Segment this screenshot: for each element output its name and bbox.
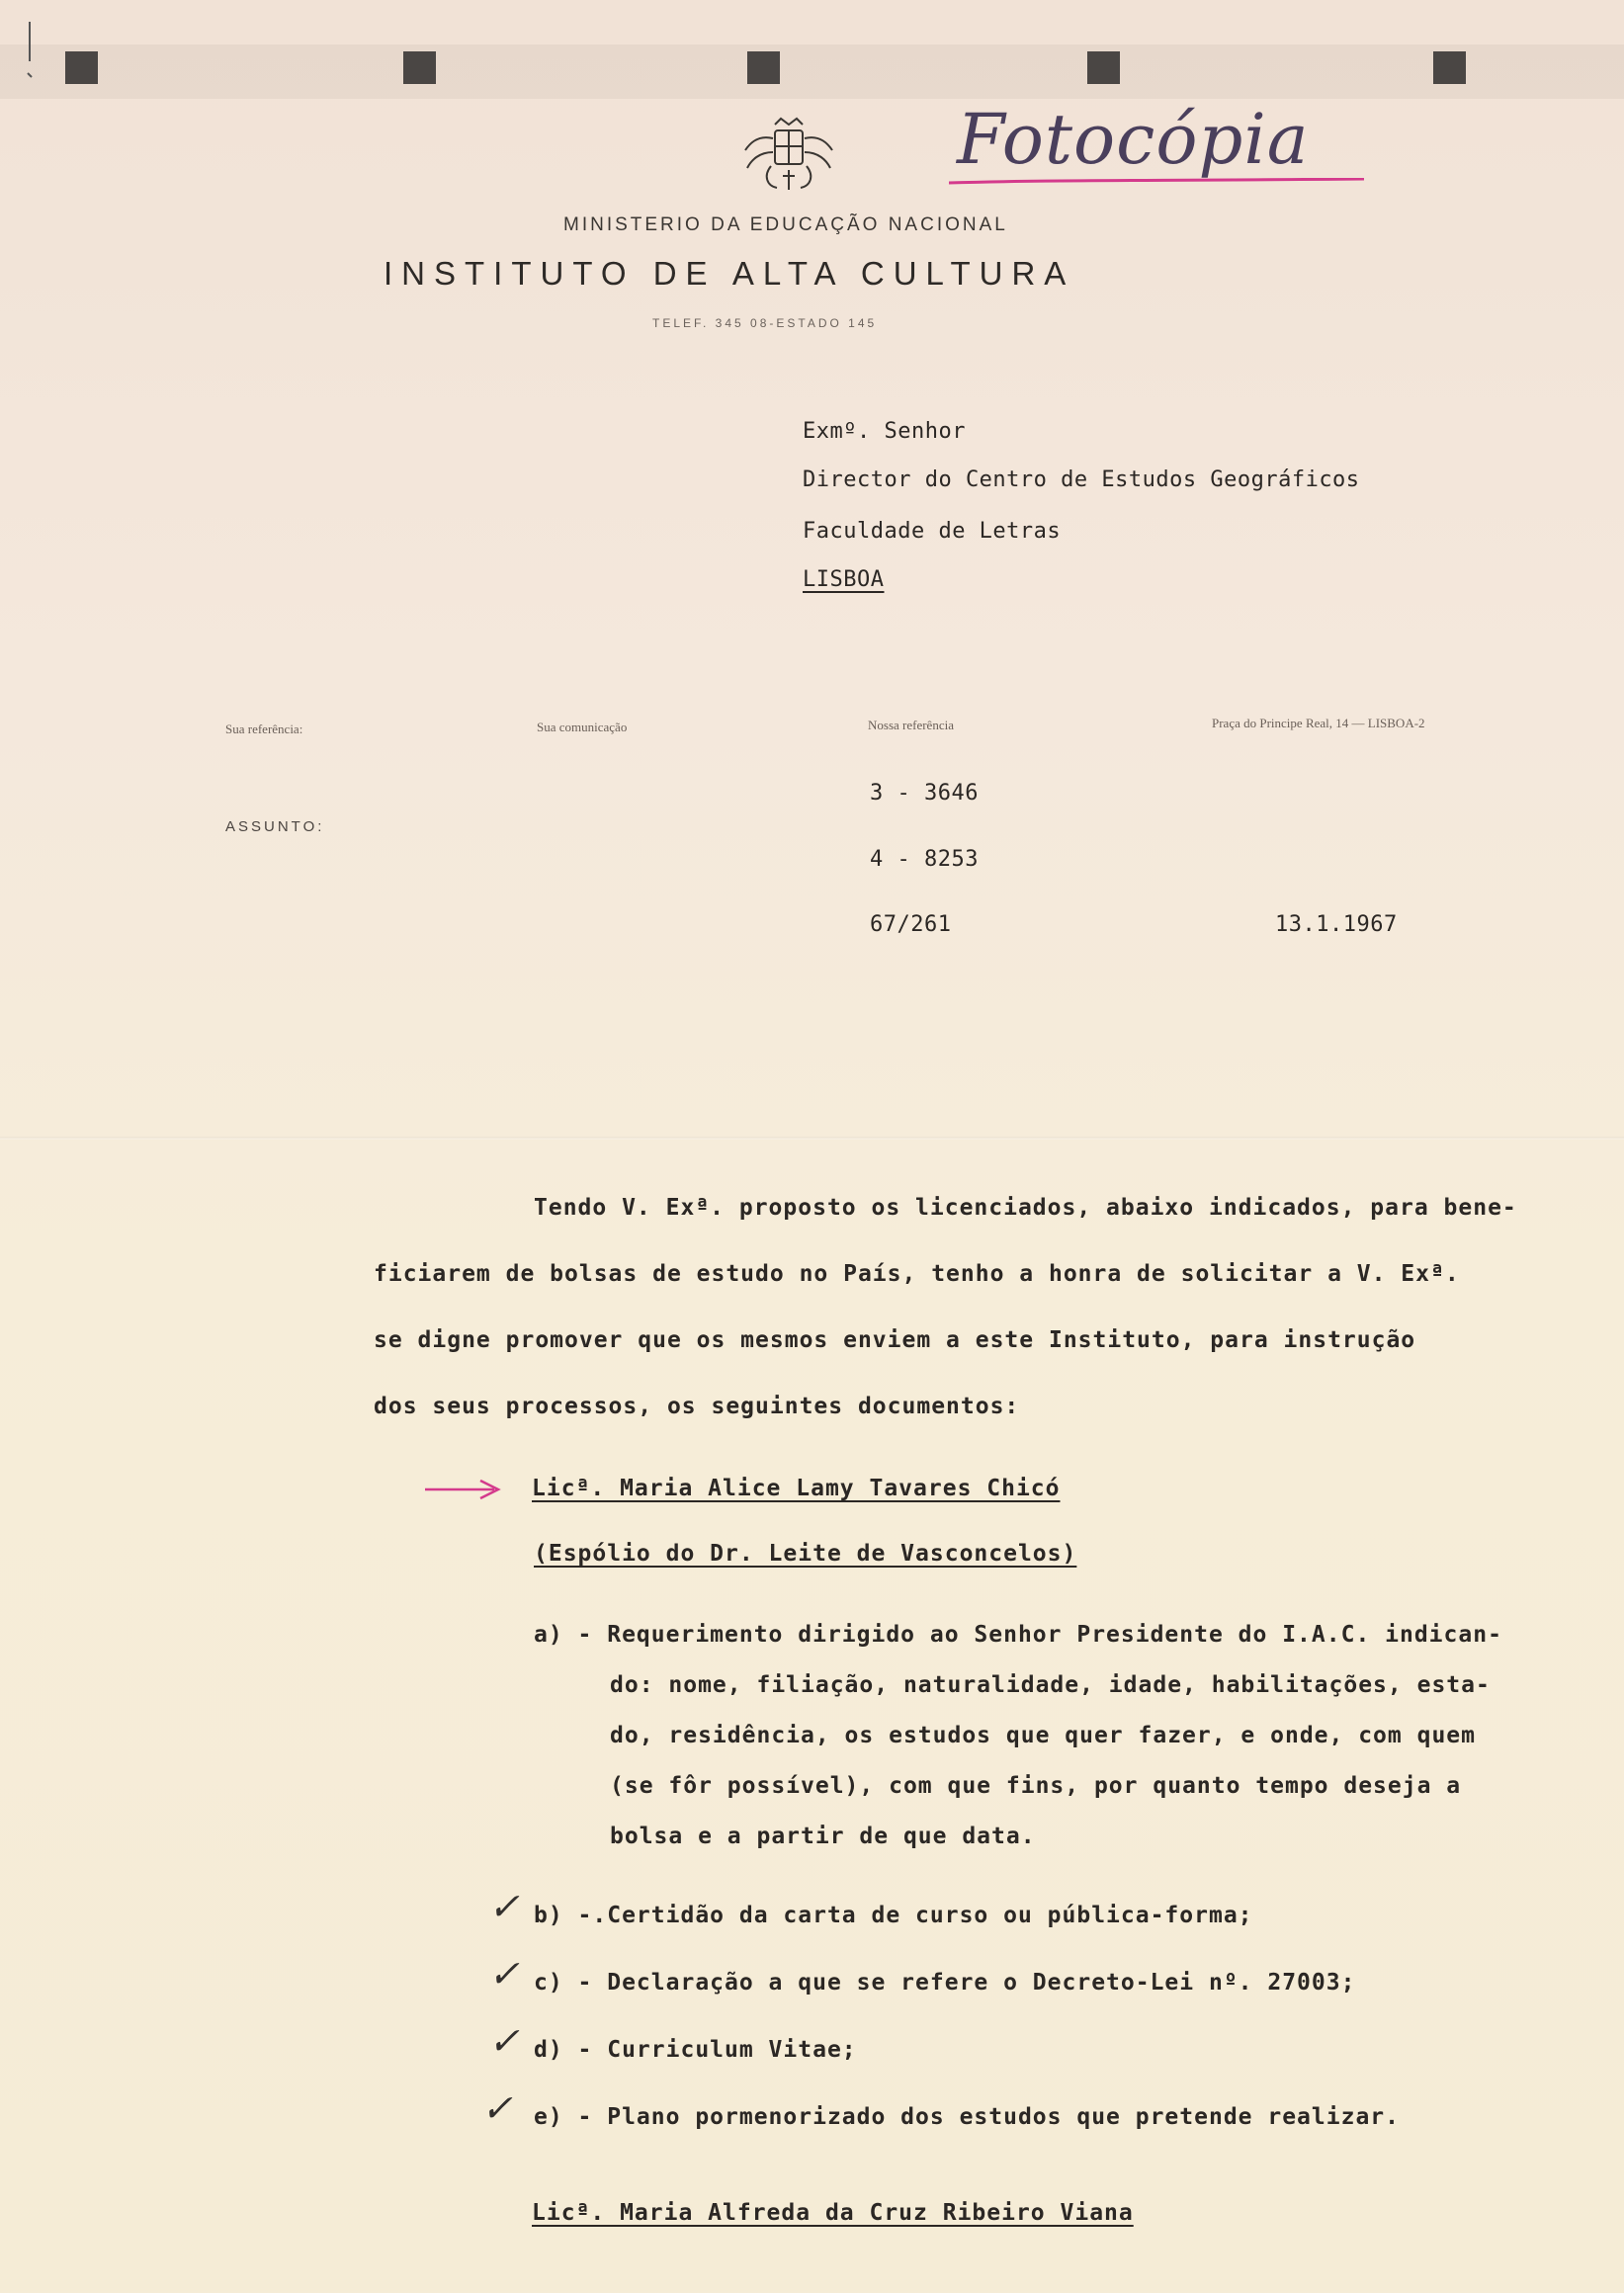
- item-a-line-1: a) - Requerimento dirigido ao Senhor Presidente do I.A.C. indican-: [534, 1622, 1502, 1648]
- item-a-line-5: bolsa e a partir de que data.: [610, 1824, 1036, 1849]
- item-a-line-4: (se fôr possível), com que fins, por quanto tempo deseja a: [610, 1773, 1462, 1799]
- reference-1: 3 - 3646: [870, 781, 979, 806]
- checkmark-e: ✓: [481, 2086, 513, 2130]
- ministry-name: MINISTERIO DA EDUCAÇÃO NACIONAL: [563, 214, 1008, 235]
- label-assunto: ASSUNTO:: [225, 818, 325, 835]
- item-b: b) -.Certidão da carta de curso ou pública-forma;: [534, 1903, 1253, 1928]
- body-line-1: Tendo V. Exª. proposto os licenciados, abaixo indicados, para bene-: [534, 1195, 1517, 1221]
- label-sua-referencia: Sua referência:: [225, 722, 303, 736]
- letter-date: 13.1.1967: [1275, 912, 1398, 937]
- margin-mark: [26, 22, 34, 81]
- item-d: d) - Curriculum Vitae;: [534, 2037, 857, 2063]
- punch-hole: [65, 51, 98, 84]
- coat-of-arms-emblem: [743, 117, 834, 192]
- top-strip: [0, 44, 1624, 99]
- body-line-2: ficiarem de bolsas de estudo no País, tenho a honra de solicitar a V. Exª.: [374, 1261, 1460, 1287]
- paper-fold: [0, 1137, 1624, 1140]
- item-e: e) - Plano pormenorizado dos estudos que pretende realizar.: [534, 2104, 1400, 2130]
- addressee-city: LISBOA: [803, 567, 885, 592]
- punch-hole: [1087, 51, 1120, 84]
- pink-arrow-annotation: [425, 1478, 502, 1501]
- person-2-name: Licª. Maria Alfreda da Cruz Ribeiro Viana: [532, 2200, 1134, 2226]
- item-a-line-2: do: nome, filiação, naturalidade, idade, habilitações, esta-: [610, 1672, 1491, 1698]
- reference-3: 67/261: [870, 912, 952, 937]
- institute-address: Praça do Principe Real, 14 — LISBOA-2: [1212, 716, 1425, 730]
- item-a-line-3: do, residência, os estudos que quer fazer, e onde, com quem: [610, 1723, 1476, 1748]
- label-sua-comunicacao: Sua comunicação: [537, 720, 628, 734]
- checkmark-d: ✓: [488, 2019, 520, 2063]
- fotocopia-stamp: Fotocópia: [957, 99, 1310, 180]
- punch-hole: [403, 51, 436, 84]
- institute-name: INSTITUTO DE ALTA CULTURA: [384, 255, 1075, 292]
- body-line-3: se digne promover que os mesmos enviem a este Instituto, para instrução: [374, 1327, 1416, 1353]
- checkmark-c: ✓: [488, 1952, 520, 1996]
- phone-line: TELEF. 345 08-ESTADO 145: [652, 316, 878, 330]
- body-line-4: dos seus processos, os seguintes documentos:: [374, 1394, 1020, 1419]
- punch-hole: [747, 51, 780, 84]
- item-c: c) - Declaração a que se refere o Decreto-Lei nº. 27003;: [534, 1970, 1356, 1996]
- addressee-faculty: Faculdade de Letras: [803, 519, 1062, 544]
- stamp-underline: [949, 178, 1364, 186]
- person-1-name: Licª. Maria Alice Lamy Tavares Chicó: [532, 1476, 1061, 1501]
- punch-hole: [1433, 51, 1466, 84]
- label-nossa-referencia: Nossa referência: [868, 718, 954, 732]
- reference-2: 4 - 8253: [870, 847, 979, 872]
- addressee-salutation: Exmº. Senhor: [803, 419, 966, 444]
- addressee-title: Director do Centro de Estudos Geográficos: [803, 467, 1360, 492]
- checkmark-b: ✓: [488, 1885, 520, 1928]
- person-1-project: (Espólio do Dr. Leite de Vasconcelos): [534, 1541, 1077, 1567]
